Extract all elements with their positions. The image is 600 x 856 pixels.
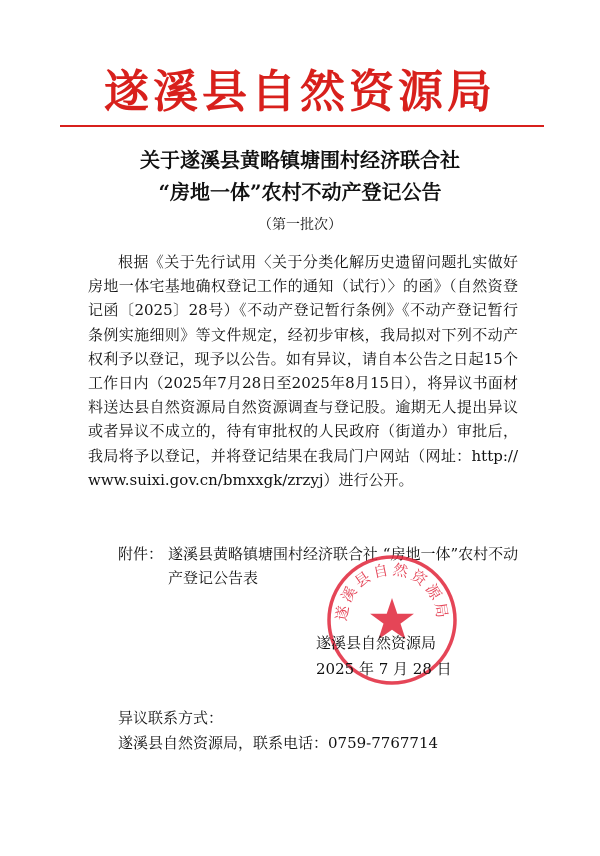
- notice-batch: （第一批次）: [258, 217, 342, 233]
- notice-body: 根据《关于先行试用〈关于分类化解历史遗留问题扎实做好房地一体宅基地确权登记工作的通知（试行）〉的函》（自然资登记函〔2025〕28号）《不动产登记暂行条例》《不动产登记暂行条例实施细则》等文件规定，经初步审核，我局拟对下列不动产权利予以登记，现予以公告。如有异议，请自本公告之日起15个工作日内（2025年7月28日至2025年8月15日），将异议书面材料送达县自然资源局自然资源调查与登记股。逾期无人提出异议或者异议不成立的，待有审批权的人民政府（街道办）审批后，我局将予以登记，并将登记结果在我局门户网站（网址：http://www.suixi.gov.cn/bmxxgk/zrzyj）进行公开。: [88, 253, 518, 489]
- attachment-text: 遂溪县黄略镇塘围村经济联合社 “房地一体”农村不动产登记公告表: [168, 545, 519, 587]
- letterhead-org-name: 遂溪县自然资源局: [103, 65, 496, 118]
- seal-text: 遂溪县自然资源局: [332, 560, 452, 623]
- contact-info: 遂溪县自然资源局，联系电话：0759-7767714: [118, 734, 439, 752]
- notice-title-line-2: “房地一体”农村不动产登记公告: [158, 180, 442, 204]
- attachment-label: 附件：: [118, 545, 164, 563]
- signature-org: 遂溪县自然资源局: [316, 634, 437, 652]
- letterhead-divider: [60, 125, 544, 127]
- contact-label: 异议联系方式：: [118, 709, 224, 727]
- signature-date: 2025 年 7 月 28 日: [316, 660, 452, 678]
- notice-title-line-1: 关于遂溪县黄略镇塘围村经济联合社: [140, 148, 460, 172]
